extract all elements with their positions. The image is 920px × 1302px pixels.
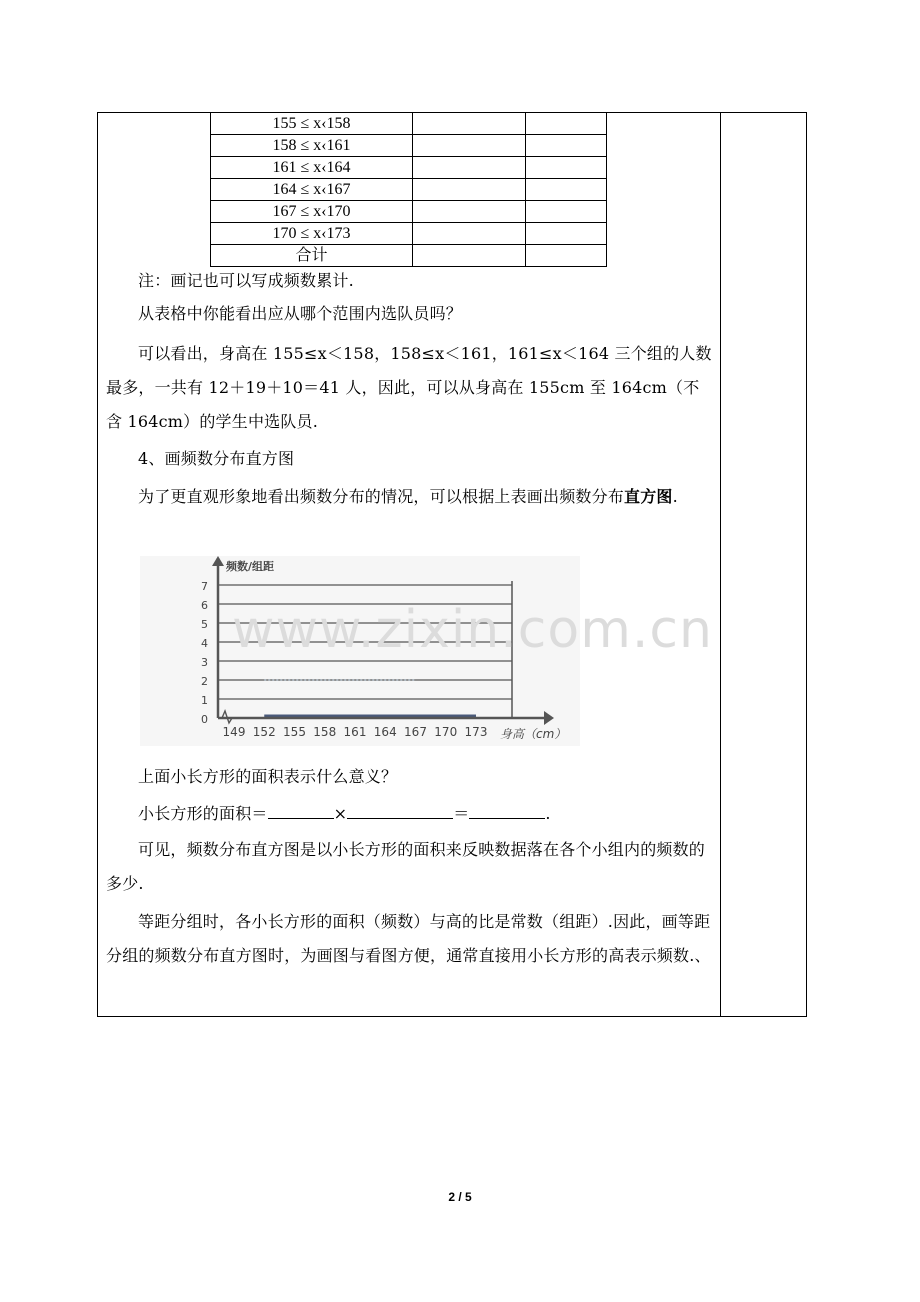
x-tick-label: 164 xyxy=(373,725,397,739)
tally-cell[interactable] xyxy=(413,135,526,157)
table-row xyxy=(211,157,607,179)
range-cell: 158 ≤ x‹161 xyxy=(211,135,413,157)
blank-2[interactable] xyxy=(347,802,453,819)
tally-cell[interactable] xyxy=(413,113,526,135)
equals-sign: ＝ xyxy=(453,804,470,823)
x-tick-label: 167 xyxy=(404,725,427,739)
frequency-cell[interactable] xyxy=(526,157,607,179)
y-tick-label: 3 xyxy=(201,656,208,669)
frequency-cell[interactable] xyxy=(526,179,607,201)
x-axis-title: 身高（cm） xyxy=(500,727,567,741)
area-formula-prefix: 小长方形的面积＝ xyxy=(138,804,268,823)
range-cell: 167 ≤ x‹170 xyxy=(211,201,413,223)
y-tick-label: 1 xyxy=(201,694,208,707)
y-tick-label: 4 xyxy=(201,637,208,650)
question-range: 从表格中你能看出应从哪个范围内选队员吗？ xyxy=(138,304,463,323)
histogram-term: 直方图 xyxy=(624,487,673,506)
x-tick-label: 149 xyxy=(222,725,246,739)
x-tick-label: 152 xyxy=(252,725,276,739)
tally-cell[interactable] xyxy=(413,223,526,245)
y-axis-title: 频数/组距 xyxy=(226,560,275,573)
frequency-cell[interactable] xyxy=(526,135,607,157)
x-tick-label: 161 xyxy=(343,725,367,739)
range-cell: 161 ≤ x‹164 xyxy=(211,157,413,179)
area-formula xyxy=(106,797,714,831)
conclusion-text: 可见，频数分布直方图是以小长方形的面积来反映数据落在各个小组内的频数的多少. xyxy=(106,840,706,893)
histogram-intro xyxy=(106,480,714,514)
y-tick-label: 5 xyxy=(201,618,208,631)
table-row xyxy=(211,179,607,201)
histogram-intro-end: . xyxy=(672,487,678,506)
y-tick-label: 0 xyxy=(201,713,208,726)
x-tick-label: 155 xyxy=(283,725,306,739)
answer-range: 可以看出，身高在 155≤x＜158，158≤x＜161，161≤x＜164 三个组的人数最多，一共有 12＋19＋10＝41 人，因此，可以从身高在 155cm 至 164cm（不含 164cm）的学生中选队员. xyxy=(106,344,712,431)
table-row xyxy=(211,135,607,157)
y-tick-label: 2 xyxy=(201,675,208,688)
blank-1[interactable] xyxy=(268,802,334,819)
frequency-cell[interactable] xyxy=(526,113,607,135)
frequency-cell[interactable] xyxy=(526,223,607,245)
x-tick-label: 170 xyxy=(434,725,458,739)
times-sign: × xyxy=(333,804,348,823)
blank-3[interactable] xyxy=(469,802,545,819)
histogram-intro-text: 为了更直观形象地看出频数分布的情况，可以根据上表画出频数分布 xyxy=(138,487,625,506)
table-row xyxy=(211,113,607,135)
note-text: 注：画记也可以写成频数累计. xyxy=(138,271,354,290)
x-tick-label: 173 xyxy=(464,725,488,739)
range-cell: 155 ≤ x‹158 xyxy=(211,113,413,135)
table-row xyxy=(211,201,607,223)
tally-cell[interactable] xyxy=(413,157,526,179)
equal-width-text: 等距分组时，各小长方形的面积（频数）与高的比是常数（组距）.因此，画等距分组的频数分布直方图时，为画图与看图方便，通常直接用小长方形的高表示频数.、 xyxy=(106,912,711,965)
range-cell: 合计 xyxy=(211,245,413,267)
y-tick-label: 7 xyxy=(201,580,208,593)
range-cell: 164 ≤ x‹167 xyxy=(211,179,413,201)
table-row xyxy=(211,223,607,245)
y-tick-label: 6 xyxy=(201,599,208,612)
tally-cell[interactable] xyxy=(413,179,526,201)
frequency-cell[interactable] xyxy=(526,201,607,223)
x-tick-label: 158 xyxy=(313,725,337,739)
tally-cell[interactable] xyxy=(413,201,526,223)
watermark: www.zixin.com.cn xyxy=(232,600,713,660)
formula-period: . xyxy=(545,804,551,823)
section-heading-4: 4、画频数分布直方图 xyxy=(138,449,295,468)
right-column-divider xyxy=(720,112,721,1016)
frequency-table xyxy=(210,112,607,267)
range-cell: 170 ≤ x‹173 xyxy=(211,223,413,245)
page-number: 2 / 5 xyxy=(448,1190,472,1204)
area-question: 上面小长方形的面积表示什么意义？ xyxy=(138,767,398,786)
